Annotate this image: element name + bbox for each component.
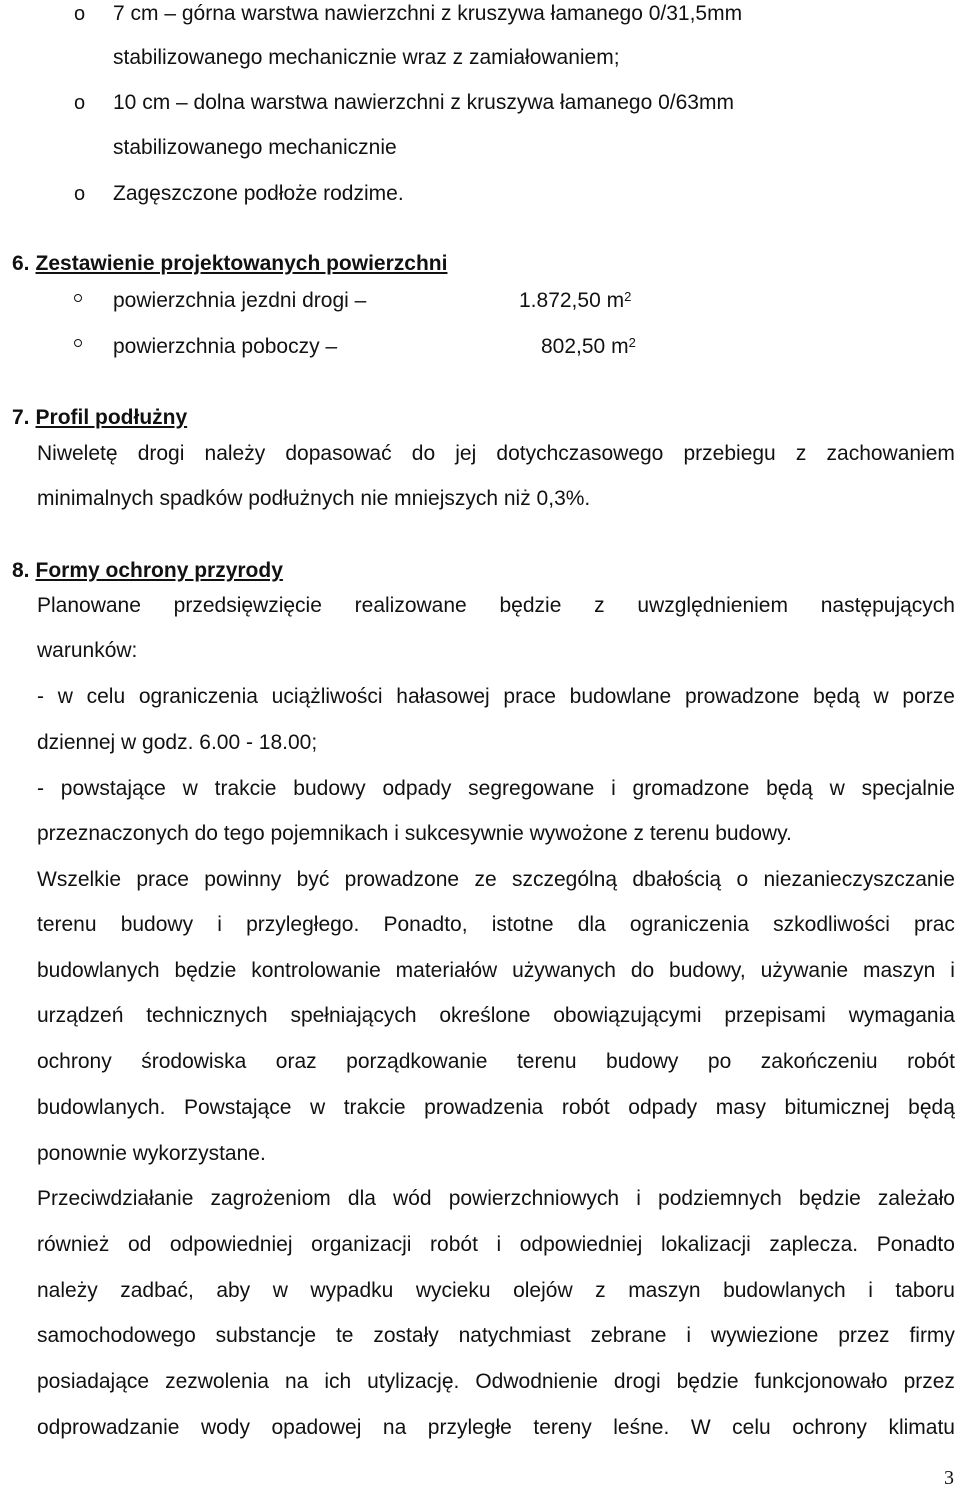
paragraph-line-justified: ochrony środowiska oraz porządkowanie terenu budowy po zakończeniu robót [37,1050,955,1073]
list-bullet: o [74,3,86,25]
section-6-heading [12,250,447,278]
paragraph-line: warunków: [37,639,138,662]
list-item-line: stabilizowanego mechanicznie wraz z zamiałowaniem; [113,46,620,69]
area-label: powierzchnia poboczy – [113,335,338,358]
list-item-line: 10 cm – dolna warstwa nawierzchni z kruszywa łamanego 0/63mm [113,91,734,114]
area-value: 802,50 $m^2$ [541,335,636,358]
section-title: Formy ochrony przyrody [35,559,283,582]
paragraph-line-justified: - powstające w trakcie budowy odpady segregowane i gromadzone będą w specjalnie [37,777,955,800]
paragraph-line-justified: posiadające zezwolenia na ich utylizację. Odwodnienie drogi będzie funkcjonowało przez [37,1370,955,1393]
area-label: powierzchnia jezdni drogi – [113,289,367,312]
area-value: 1.872,50 $m^2$ [519,289,632,312]
paragraph-line-justified: - w celu ograniczenia uciążliwości hałasowej prace budowlane prowadzone będą w porze [37,685,955,708]
paragraph-line-justified: również od odpowiedniej organizacji robót i odpowiedniej lokalizacji zaplecza. Ponadto [37,1233,955,1256]
paragraph-line: przeznaczonych do tego pojemnikach i sukcesywnie wywożone z terenu budowy. [37,822,792,845]
section-number: 8. [12,559,30,582]
paragraph-line-justified: urządzeń technicznych spełniających określone obowiązującymi przepisami wymagania [37,1004,955,1027]
bullet-circle-icon [74,294,82,302]
section-title: Zestawienie projektowanych powierzchni [35,252,448,275]
list-bullet: o [74,183,86,205]
paragraph-line-justified: Planowane przedsięwzięcie realizowane będzie z uwzględnieniem następujących [37,594,955,617]
paragraph-line-justified: samochodowego substancje te zostały natychmiast zebrane i wywiezione przez firmy [37,1324,955,1347]
section-number: 7. [12,406,30,429]
paragraph-line: minimalnych spadków podłużnych nie mniejszych niż 0,3%. [37,487,591,510]
section-title: Profil podłużny [35,406,188,429]
paragraph-line: ponownie wykorzystane. [37,1142,266,1165]
section-7-heading [12,404,187,432]
paragraph-line-justified: Niweletę drogi należy dopasować do jej dotychczasowego przebiegu z zachowaniem [37,442,955,465]
list-item-line: 7 cm – górna warstwa nawierzchni z kruszywa łamanego 0/31,5mm [113,2,743,25]
paragraph-line-justified: należy zadbać, aby w wypadku wycieku olejów z maszyn budowlanych i taboru [37,1279,955,1302]
paragraph-line-justified: odprowadzanie wody opadowej na przyległe tereny leśne. W celu ochrony klimatu [37,1416,955,1439]
section-number: 6. [12,252,30,275]
paragraph-line-justified: Wszelkie prace powinny być prowadzone ze szczególną dbałością o niezanieczyszczanie [37,868,955,891]
paragraph-line-justified: terenu budowy i przyległego. Ponadto, istotne dla ograniczenia szkodliwości prac [37,913,955,936]
paragraph-line: dziennej w godz. 6.00 - 18.00; [37,731,318,754]
list-bullet: o [74,92,86,114]
paragraph-line-justified: budowlanych będzie kontrolowanie materiałów używanych do budowy, używanie maszyn i [37,959,955,982]
paragraph-line-justified: Przeciwdziałanie zagrożeniom dla wód powierzchniowych i podziemnych będzie zależało [37,1187,955,1210]
bullet-circle-icon [74,339,82,347]
list-item-line: stabilizowanego mechanicznie [113,136,397,159]
paragraph-line-justified: budowlanych. Powstające w trakcie prowadzenia robót odpady masy bitumicznej będą [37,1096,955,1119]
page-number: 3 [944,1467,954,1489]
section-8-heading [12,557,283,585]
list-item-line: Zagęszczone podłoże rodzime. [113,182,404,205]
